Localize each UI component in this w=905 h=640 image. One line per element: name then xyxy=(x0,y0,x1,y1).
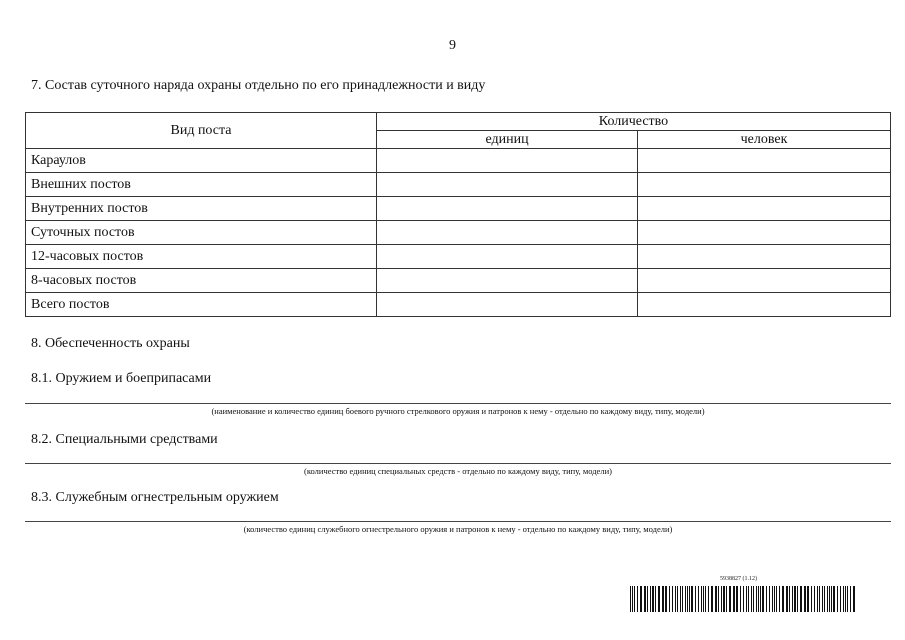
section-8-title: 8. Обеспеченность охраны xyxy=(31,336,190,351)
header-units: единиц xyxy=(377,131,638,149)
table-row xyxy=(26,269,891,293)
people-cell[interactable] xyxy=(638,293,891,317)
service-firearms-fill-line[interactable] xyxy=(25,521,891,522)
table-row xyxy=(26,197,891,221)
row-label: Караулов xyxy=(26,149,377,173)
barcode-number: 5938827 (1.12) xyxy=(720,576,757,582)
duty-composition-table xyxy=(25,112,891,317)
people-cell[interactable] xyxy=(638,245,891,269)
page-number: 9 xyxy=(449,38,456,53)
header-people: человек xyxy=(638,131,891,149)
header-quantity: Количество xyxy=(377,113,891,131)
table-row xyxy=(26,173,891,197)
units-cell[interactable] xyxy=(377,245,638,269)
units-cell[interactable] xyxy=(377,293,638,317)
service-firearms-caption: (количество единиц служебного огнестрельного оружия и патронов к нему - отдельно по каждому виду, типу, модели) xyxy=(243,524,673,534)
section-8-1-title: 8.1. Оружием и боеприпасами xyxy=(31,371,212,386)
units-cell[interactable] xyxy=(377,221,638,245)
people-cell[interactable] xyxy=(638,173,891,197)
special-means-caption: (количество единиц специальных средств - отдельно по каждому виду, типу, модели) xyxy=(304,466,612,476)
people-cell[interactable] xyxy=(638,149,891,173)
weapons-caption: (наименование и количество единиц боевого ручного стрелкового оружия и патронов к нему - отдельно по каждому виду, типу, модели) xyxy=(211,406,705,416)
row-label: Внутренних постов xyxy=(26,197,377,221)
barcode-image xyxy=(630,586,858,612)
row-label: Внешних постов xyxy=(26,173,377,197)
row-label: Всего постов xyxy=(26,293,377,317)
weapons-fill-line[interactable] xyxy=(25,403,891,404)
units-cell[interactable] xyxy=(377,269,638,293)
people-cell[interactable] xyxy=(638,221,891,245)
units-cell[interactable] xyxy=(377,197,638,221)
row-label: 8-часовых постов xyxy=(26,269,377,293)
row-label: Суточных постов xyxy=(26,221,377,245)
units-cell[interactable] xyxy=(377,149,638,173)
table-row xyxy=(26,293,891,317)
section-7-title: 7. Состав суточного наряда охраны отдельно по его принадлежности и виду xyxy=(31,78,486,93)
table-row xyxy=(26,245,891,269)
row-label: 12-часовых постов xyxy=(26,245,377,269)
special-means-fill-line[interactable] xyxy=(25,463,891,464)
units-cell[interactable] xyxy=(377,173,638,197)
table-row xyxy=(26,221,891,245)
header-post-type: Вид поста xyxy=(26,113,377,149)
people-cell[interactable] xyxy=(638,269,891,293)
people-cell[interactable] xyxy=(638,197,891,221)
section-8-2-title: 8.2. Специальными средствами xyxy=(31,432,218,447)
table-header-row xyxy=(26,113,891,131)
section-8-3-title: 8.3. Служебным огнестрельным оружием xyxy=(31,490,279,505)
table-row xyxy=(26,149,891,173)
